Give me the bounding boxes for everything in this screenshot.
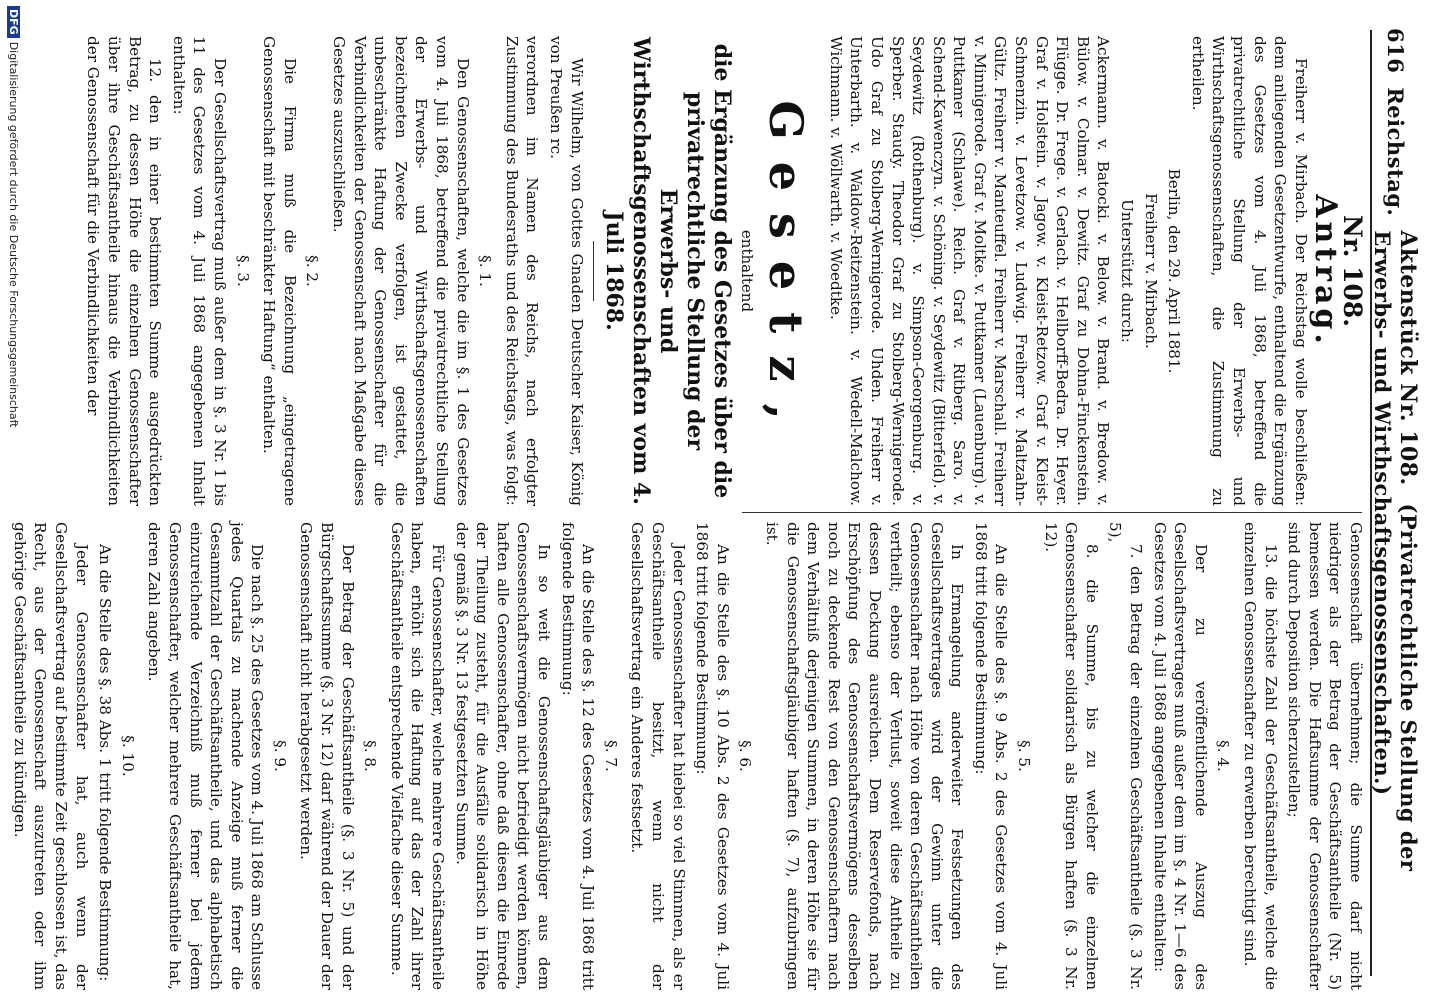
document-number: Nr. 108. (1338, 214, 1367, 328)
section-4-item-8: 8. die Summe, bis zu welcher die einzelnen Genossenschafter solidarisch als Bürgen haften (§. 3 Nr. 12). (1041, 522, 1101, 990)
left-column (80, 36, 1366, 506)
section-5-title: §. 5. (1015, 740, 1034, 772)
page-number: 616 (1383, 28, 1409, 74)
header-subject: (Privatrechtliche Stellung der Erwerbs- und Wirthschaftsgenossenschaften.) (1370, 230, 1422, 872)
dfg-logo-icon: DFG (7, 6, 20, 38)
dfg-credit (7, 6, 20, 428)
motion-intro: Freiherr v. Mirbach. Der Reichstag wolle beschließen: dem anliegenden Gesetzentwurfe, enthaltend die Ergänzung des Gesetzes vom 4. Juli 1868, betreffend die privatrechtliche Stellung der Erwerbs- und Wirthschaftsgenossenschaften, die Zustimmung zu ertheilen. (1188, 36, 1310, 506)
section-3-title: §. 3. (233, 255, 252, 287)
section-8-title: §. 8. (361, 740, 380, 772)
section-7-text: In so weit die Genossenschaftsgläubiger aus dem Genossenschaftsvermögen nicht befriedigt werden können, haften alle Genossenschafter, ohne daß diesen die Einrede der Theilung zusteht, für die Ausfälle solidarisch in Höhe der gemäß §. 3 Nr. 13 festgesetzten Summe. (452, 522, 554, 990)
section-4-title: §. 4. (1214, 740, 1233, 772)
antrag-heading: Antrag. (1308, 194, 1344, 348)
enthaltend-label: enthaltend (738, 229, 757, 313)
section-3-text: Der Gesellschaftsvertrag muß außer dem in §. 3 Nr. 1 bis 11 des Gesetzes vom 4. Juli 1868 angegebenen Inhalt enthalten: (169, 36, 230, 506)
section-10-title: §. 10. (118, 735, 137, 777)
section-2-text: Die Firma muß die Bezeichnung „eingetragene Genossenschaft mit beschränkter Haftung“ enthalten. (260, 36, 299, 506)
title-rule (593, 241, 594, 301)
section-10-text: Jeder Genossenschafter hat, auch wenn der Gesellschaftsvertrag auf bestimmte Zeit geschlossen ist, das Recht, aus der Genossenschaft auszutreten oder ihm gehörige Geschäftsantheile zu kündigen. (10, 522, 91, 990)
section-4-text: Der zu veröffentlichende Auszug des Gesellschaftsvertrages muß außer dem im §. 4 Nr. 1—6 des Gesetzes vom 4. Juli 1868 angegebenen Inhalte enthalten: (1150, 522, 1210, 990)
supported-label: Unterstützt durch: (1118, 199, 1137, 343)
section-2-title: §. 2. (303, 255, 322, 287)
footer (0, 0, 22, 1000)
right-column (6, 522, 1366, 990)
section-1-text: Den Genossenschaften, welche die im §. 1 des Gesetzes vom 4. Juli 1868, betreffend die privatrechtliche Stellung der Erwerbs- und Wirthschaftsgenossenschaften bezeichneten Zwecke verfolgen, ist gestattet, die unbeschränkte Haftung der Genossenschafter für die Verbindlichkeiten der Genossenschaft nach Maßgabe dieses Gesetzes auszuschließen. (330, 36, 472, 506)
section-5-text: In Ermangelung anderweiter Festsetzungen des Gesellschaftsvertrages wird der Gewinn unter die Genossenschafter nach Höhe von deren Geschäftsantheilen vertheilt; ebenso der Verlust, soweit diese Antheile zu dessen Deckung ausreichen. Dem Reservefonds, nach Erschöpfung des Genossenschaftsvermögens desselben noch zu deckende Rest von den Genossenschaftern nach dem Verhältniß derjenigen Summen, in deren Höhe sie für die Genossenschaftsgläubiger haften (§. 7), aufzubringen ist. (762, 522, 967, 990)
gesetz-heading: Gesetz, (759, 100, 814, 442)
aktenstueck-label: Aktenstück Nr. 108. (1395, 230, 1422, 486)
section-7-text-2: Für Genossenschafter, welche mehrere Geschäftsantheile haben, erhöht sich die Haftung auf das der Zahl ihrer Geschäftsantheile entsprechende Vielfache dieser Summe. (387, 522, 448, 990)
section-5-intro: An die Stelle des §. 9 Abs. 2 des Gesetzes vom 4. Juli 1868 tritt folgende Bestimmung: (971, 522, 1011, 990)
section-10-intro: An die Stelle des §. 38 Abs. 1 tritt folgende Bestimmung: (96, 544, 115, 982)
item-13: 13. die höchste Zahl der Geschäftsantheile, welche die einzelnen Genossenschafter zu erwerben berechtigt sind. (1241, 522, 1280, 990)
section-3-item-12: 12. den in einer bestimmten Summe ausgedrückten Betrag, zu dessen Höhe die einzelnen Genossenschafter über ihre Geschäftsantheile hinaus die Verbindlichkeiten der Genossenschaft für die Verbindlichkeiten der (84, 36, 165, 506)
motion-date: Berlin, den 29. April 1881. (1165, 168, 1184, 374)
section-6-title: §. 6. (736, 740, 755, 772)
section-8-text: Der Betrag der Geschäftsantheile (§. 3 Nr. 5) und der Bürgschaftssumme (§. 3 Nr. 12) darf während der Dauer der Genossenschaft nicht herabgesetzt werden. (297, 522, 357, 990)
supporters-list: Ackermann. v. Batocki. v. Below. v. Brand. v. Bredow. v. Bülow. v. Colmar. v. Dewitz. Graf zu Dohna-Finckenstein. Flügge. Dr. Frege. v. Gerlach. v. Hellborff-Bedra. Dr. Heyer. Graf v. Holstein. v. Jagow. v. Kleist-Retzow. Graf v. Kleist-Schmenzin. v. Levetzow. v. Ludwig. Freiherr v. Maltzahn-Gültz. Freiherr v. Manteuffel. Freiherr v. Marschall. Freiherr v. Minnigerode. Graf v. Moltke. v. Puttkamer (Lauenburg). v. Puttkamer (Schlawe). Reich. Graf v. Ritberg. Saro. v. Schend-Kawenczyn. v. Schöning. v. Seydewitz (Bitterfeld). v. Seydewitz (Rothenburg). v. Simpson-Georgenburg. v. Sperber. Staudy. Theodor Graf zu Stolberg-Wernigerode. Udo Graf zu Stolberg-Wernigerode. Uhden. Freiherr v. Unterbarth. v. Waldow-Reitzenstein. v. Wedell-Malchow. Wichmann. v. Wöllwarth. v. Woedtke. (826, 36, 1113, 506)
page-header (1370, 28, 1422, 976)
law-title: die Ergänzung des Gesetzes über die privatrechtliche Stellung der Erwerbs- und Wirthschaftsgenossenschaften vom 4. Juli 1868. (600, 37, 735, 505)
column-separator (742, 512, 1362, 513)
section-6-intro: An die Stelle des §. 10 Abs. 2 des Gesetzes vom 4. Juli 1868 tritt folgende Bestimmung: (693, 522, 732, 990)
section-9-title: §. 9. (270, 740, 289, 772)
enactment-clause: verordnen im Namen des Reichs, nach erfolgter Zustimmung des Bundesraths und des Reichstags, was folgt: (502, 36, 542, 506)
section-6-text: Jeder Genossenschafter hat hiebei so viel Stimmen, als er Geschäftsantheile besitzt, wenn nicht der Gesellschaftsvertrag ein Anderes festsetzt. (628, 522, 688, 990)
section-9-text: Die nach §. 25 des Gesetzes vom 4. Juli 1868 am Schlusse jedes Quartals zu machende Anzeige muß ferner die Gesammtzahl der Geschäftsantheile, und das alphabetisch einzureichende Verzeichniß muß ferner bei jedem Genossenschafter, welcher mehrere Geschäftsantheile hat, deren Zahl angeben. (145, 522, 267, 990)
motion-signer: Freiherr v. Mirbach. (1141, 193, 1160, 349)
running-title: Reichstag. (1383, 87, 1409, 217)
section-7-intro: An die Stelle des §. 12 des Gesetzes vom 4. Juli 1868 tritt folgende Bestimmung: (558, 522, 598, 990)
section-4-item-7: 7. den Betrag der einzelnen Geschäftsantheile (§. 3 Nr. 5), (1106, 522, 1146, 990)
item-12-continued: Genossenschaft übernehmen; die Summe darf nicht niedriger als der Betrag der Geschäftsantheile (Nr. 5) bemessen werden. Die Haftsumme der Genossenschafter sind durch Deposition sicherzustellen; (1285, 522, 1365, 990)
header-rule (1370, 30, 1372, 976)
section-1-title: §. 1. (476, 255, 495, 287)
section-7-title: §. 7. (601, 740, 620, 772)
emperor-formula: Wir Wilhelm, von Gottes Gnaden Deutscher Kaiser, König von Preußen rc. (546, 36, 586, 506)
dfg-credit-text: Digitalisierung gefördert durch die Deutsche Forschungsgemeinschaft (7, 41, 20, 428)
